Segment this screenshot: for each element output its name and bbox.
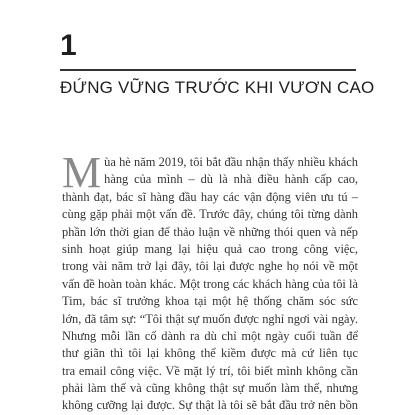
body-line: ùa hè năm 2019, tôi bắt đầu nhận thấy nhiều khách xyxy=(104,155,358,169)
body-line: tra email công việc. Về mặt lý trí, tôi biết mình không cần xyxy=(62,363,358,378)
body-line: Tim, bác sĩ trưởng khoa tại một hệ thống chăm sóc sức xyxy=(62,294,358,309)
body-line: thư giãn thì tôi lại không thể kiềm được mà cứ liên tục xyxy=(62,346,358,361)
body-line: cùng gặp phải một vấn đề. Trước đây, chúng tôi từng dành xyxy=(62,207,358,222)
body-line: hàng của mình – dù là nhà điều hành cấp cao, xyxy=(104,172,358,187)
chapter-body xyxy=(62,148,358,415)
body-line: không cưỡng lại được. Sự thật là tôi sẽ bắt đầu trở nên bồn xyxy=(62,398,358,413)
chapter-number: 1 xyxy=(60,29,77,62)
body-line: trong vài năm trở lại đây, tôi lại được nghe họ nói về một xyxy=(62,259,358,274)
body-line: lớn, đã tâm sự: “Tôi thật sự muốn được nghỉ ngơi vài ngày. xyxy=(62,311,358,326)
body-line: thành đạt, bác sĩ hàng đầu hay các vận động viên ưu tú – xyxy=(62,189,358,204)
body-line: phải làm thế và cũng không thật sự muốn làm thế, nhưng xyxy=(62,381,358,396)
drop-cap: M xyxy=(62,148,102,197)
body-line: Nhưng mỗi lần cố dành ra dù chỉ một ngày cuối tuần để xyxy=(62,328,358,343)
chapter-title: ĐỨNG VỮNG TRƯỚC KHI VƯƠN CAO xyxy=(60,78,375,97)
body-line: phần lớn thời gian để thảo luận về những thói quen và nếp xyxy=(62,224,358,239)
body-line: sinh hoạt giúp mang lại hiệu quả cao trong công việc, xyxy=(62,241,358,256)
chapter-divider xyxy=(60,69,356,71)
body-line: vấn đề hoàn toàn khác. Một trong các khách hàng của tôi là xyxy=(62,276,358,291)
